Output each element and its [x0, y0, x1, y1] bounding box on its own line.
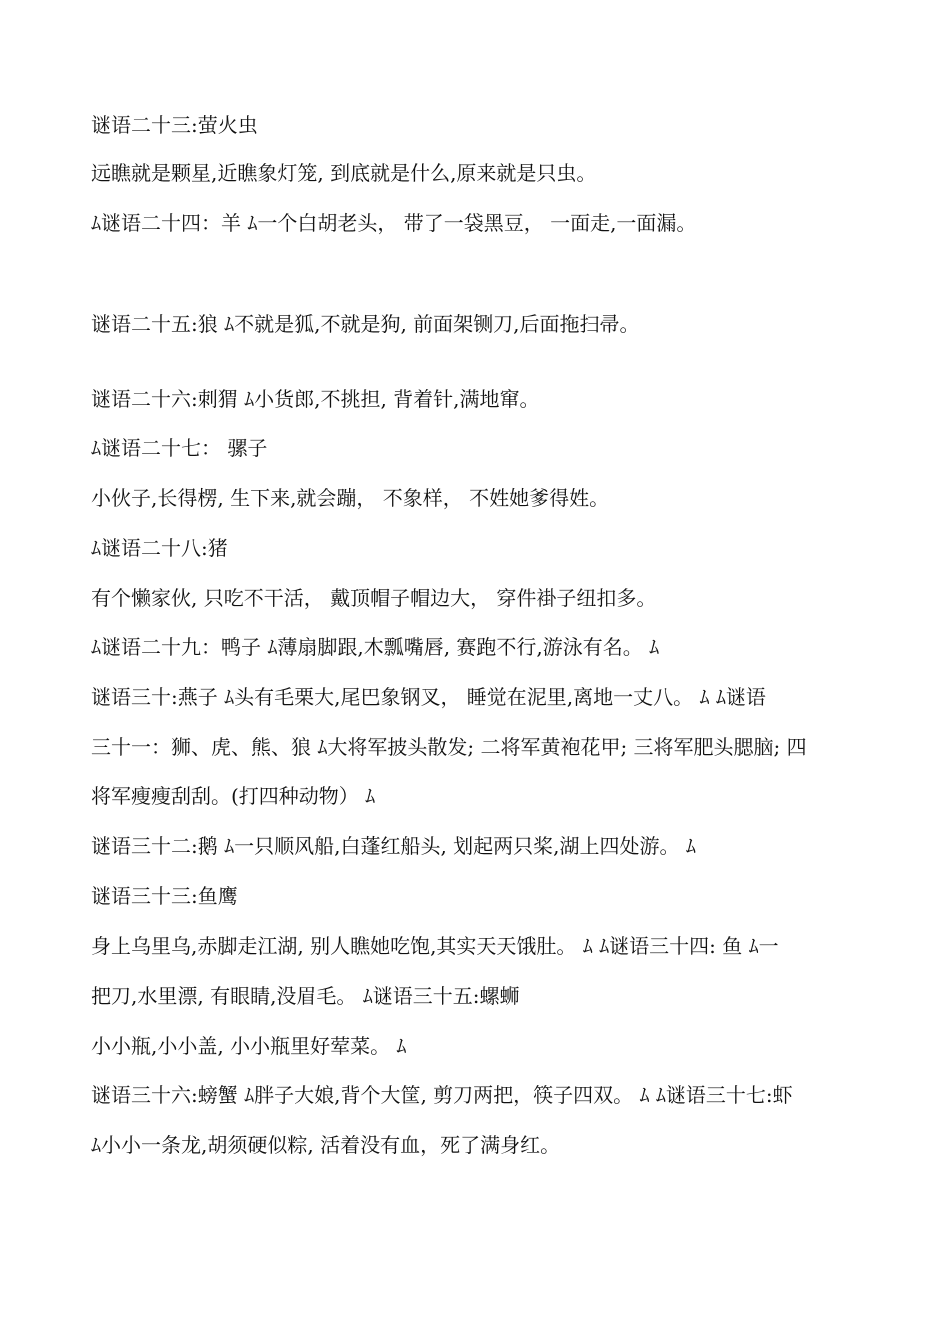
text-line: 谜语二十六:刺猬 ﾑ小货郎,不挑担, 背着针,满地窜。 [91, 387, 540, 411]
text-line: ﾑ小小一条龙,胡须硬似粽, 活着没有血，死了满身红。 [91, 1133, 561, 1157]
text-line: 远瞧就是颗星,近瞧象灯笼, 到底就是什么,原来就是只虫。 [91, 161, 597, 185]
text-line: ﾑ谜语二十七： 骡子 [91, 436, 268, 460]
text-line: 谜语三十六:螃蟹 ﾑ胖子大娘,背个大筐, 剪刀两把，筷子四双。 ﾑ ﾑ谜语三十七:虾 [91, 1083, 793, 1107]
text-line: 身上乌里乌,赤脚走江湖, 别人瞧她吃饱,其实天天饿肚。 ﾑ ﾑ谜语三十四: 鱼 ﾑ一 [91, 934, 779, 958]
text-line: 谜语二十三:萤火虫 [91, 113, 258, 137]
text-line: 谜语三十二:鹅 ﾑ一只顺风船,白蓬红船头, 划起两只桨,湖上四处游。 ﾑ [91, 834, 696, 858]
text-line: 谜语三十三:鱼鹰 [91, 884, 238, 908]
text-line: 将军瘦瘦刮刮。(打四种动物） ﾑ [91, 784, 376, 808]
text-line: 小伙子,长得楞, 生下来,就会蹦， 不象样， 不姓她爹得姓。 [91, 486, 610, 510]
text-line: 小小瓶,小小盖, 小小瓶里好荤菜。 ﾑ [91, 1034, 407, 1058]
text-line: ﾑ谜语二十八:猪 [91, 536, 228, 560]
text-line: 三十一：狮、虎、熊、狼 ﾑ大将军披头散发; 二将军黄袍花甲; 三将军肥头腮脑; 四 [91, 735, 807, 759]
text-line: ﾑ谜语二十四：羊 ﾑ一个白胡老头， 带了一袋黑豆， 一面走,一面漏。 [91, 211, 697, 235]
text-line: 谜语二十五:狼 ﾑ不就是狐,不就是狗, 前面架铡刀,后面拖扫帚。 [91, 312, 640, 336]
text-line: 把刀,水里漂, 有眼睛,没眉毛。 ﾑ谜语三十五:螺蛳 [91, 984, 520, 1008]
text-line: ﾑ谜语二十九：鸭子 ﾑ薄扇脚跟,木瓢嘴唇, 赛跑不行,游泳有名。 ﾑ [91, 635, 660, 659]
text-line: 有个懒家伙, 只吃不干活， 戴顶帽子帽边大， 穿件褂子纽扣多。 [91, 586, 657, 610]
text-line: 谜语三十:燕子 ﾑ头有毛栗大,尾巴象钢叉， 睡觉在泥里,离地一丈八。 ﾑ ﾑ谜语 [91, 685, 766, 709]
